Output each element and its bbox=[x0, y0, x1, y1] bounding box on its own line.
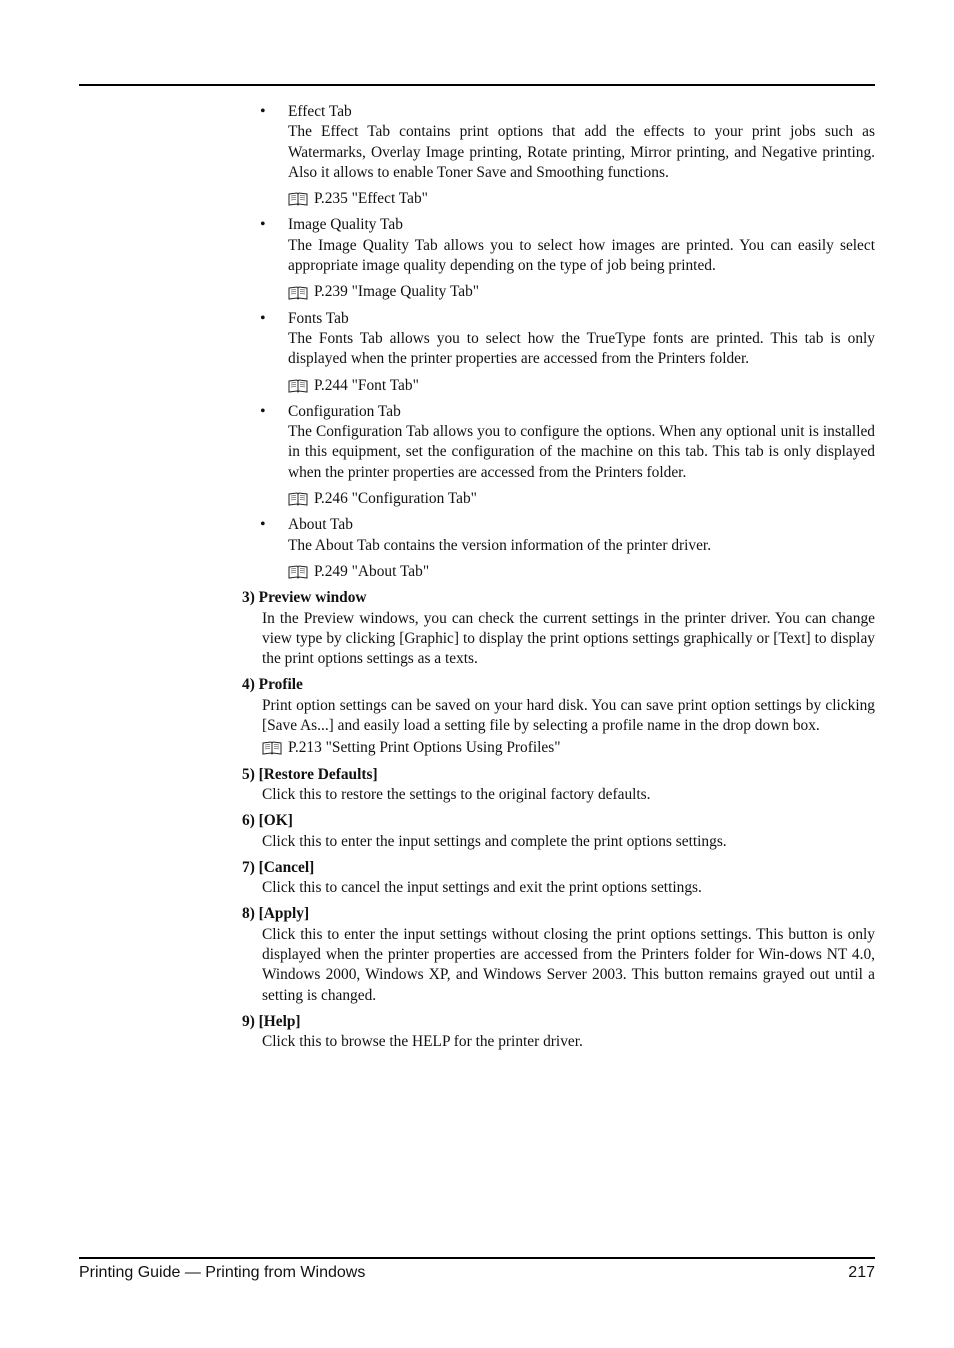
numbered-item-help bbox=[242, 1012, 875, 1053]
item-body: Click this to enter the input settings and complete the print options settings. bbox=[262, 832, 727, 850]
numbered-item-ok bbox=[242, 811, 875, 852]
list-item-effect-tab bbox=[242, 102, 875, 209]
footer-rule bbox=[79, 1257, 875, 1259]
item-body: Click this to cancel the input settings and exit the print options settings. bbox=[262, 879, 702, 897]
reference-link[interactable] bbox=[288, 376, 875, 396]
item-title: Effect Tab bbox=[288, 103, 352, 120]
book-icon bbox=[288, 379, 308, 393]
header-rule bbox=[79, 84, 875, 86]
reference-text: P.239 "Image Quality Tab" bbox=[314, 283, 480, 301]
item-heading: 6) [OK] bbox=[242, 812, 293, 830]
item-title: Fonts Tab bbox=[288, 309, 349, 327]
list-item-about-tab bbox=[242, 515, 875, 582]
reference-text: P.213 "Setting Print Options Using Profiles" bbox=[288, 739, 561, 757]
book-icon bbox=[288, 492, 308, 506]
item-body: The Fonts Tab allows you to select how the TrueType fonts are printed. This tab is only displayed when the printer properties are accessed from the Printers folder. bbox=[288, 329, 875, 368]
list-item-configuration-tab bbox=[242, 402, 875, 509]
list-item-image-quality-tab bbox=[242, 215, 875, 302]
bullet-icon: • bbox=[260, 216, 266, 234]
book-icon bbox=[288, 192, 308, 206]
item-body: The Configuration Tab allows you to configure the options. When any optional unit is installed in this equipment, set the configuration of the machine on this tab. This tab is only displayed when the printer properties are accessed from the Printers folder. bbox=[288, 423, 875, 481]
page-number: 217 bbox=[848, 1264, 875, 1281]
item-heading: 5) [Restore Defaults] bbox=[242, 765, 378, 783]
book-icon bbox=[288, 286, 308, 300]
item-body: In the Preview windows, you can check the current settings in the printer driver. You can change view type by clicking [Graphic] to display the print options settings graphically or [Text] to display the print options settings as a texts. bbox=[262, 609, 875, 668]
item-body: Click this to browse the HELP for the printer driver. bbox=[262, 1033, 583, 1051]
item-heading: 8) [Apply] bbox=[242, 905, 310, 923]
item-body: The Effect Tab contains print options that add the effects to your print jobs such as Watermarks, Overlay Image printing, Rotate printing, Mirror printing, and Negative printing. Also it allows to enable Toner Save and Smoothing functions. bbox=[288, 123, 875, 181]
reference-text: P.249 "About Tab" bbox=[314, 562, 430, 580]
numbered-item-profile bbox=[242, 675, 875, 758]
reference-link[interactable] bbox=[288, 189, 875, 209]
item-heading: 9) [Help] bbox=[242, 1012, 301, 1030]
item-body: Click this to enter the input settings without closing the print options settings. This button is only displayed when the printer properties are accessed from the Printers folder for Win-dows NT 4.0, Windows 2000, Windows XP, and Windows Server 2003. This button remains grayed out until a setting is changed. bbox=[262, 925, 875, 1004]
numbered-item-cancel bbox=[242, 858, 875, 899]
item-body: Click this to restore the settings to the original factory defaults. bbox=[262, 785, 651, 803]
numbered-item-restore-defaults bbox=[242, 765, 875, 806]
numbered-item-preview-window bbox=[242, 588, 875, 669]
bullet-icon: • bbox=[260, 309, 266, 327]
reference-text: P.244 "Font Tab" bbox=[314, 376, 419, 394]
reference-text: P.235 "Effect Tab" bbox=[314, 190, 428, 208]
reference-text: P.246 "Configuration Tab" bbox=[314, 490, 477, 508]
item-body: Print option settings can be saved on your hard disk. You can save print option settings by clicking [Save As...] and easily load a setting file by selecting a profile name in the drop down box. bbox=[262, 696, 875, 735]
reference-link[interactable] bbox=[262, 738, 875, 758]
book-icon bbox=[288, 565, 308, 579]
bullet-icon: • bbox=[260, 516, 266, 534]
item-body: The Image Quality Tab allows you to select how images are printed. You can easily select appropriate image quality depending on the type of job being printed. bbox=[288, 236, 875, 275]
numbered-item-apply bbox=[242, 904, 875, 1005]
item-heading: 4) Profile bbox=[242, 676, 303, 694]
item-body: The About Tab contains the version information of the printer driver. bbox=[288, 536, 712, 554]
item-title: Configuration Tab bbox=[288, 402, 401, 420]
bullet-icon: • bbox=[260, 103, 266, 120]
reference-link[interactable] bbox=[288, 282, 875, 302]
list-item-fonts-tab bbox=[242, 309, 875, 396]
reference-link[interactable] bbox=[288, 489, 875, 509]
item-title: About Tab bbox=[288, 516, 353, 534]
footer-title: Printing Guide — Printing from Windows bbox=[79, 1264, 366, 1281]
item-heading: 7) [Cancel] bbox=[242, 858, 315, 876]
page-content bbox=[242, 102, 875, 1058]
item-title: Image Quality Tab bbox=[288, 216, 403, 234]
book-icon bbox=[262, 741, 282, 755]
item-heading: 3) Preview window bbox=[242, 589, 367, 607]
bullet-icon: • bbox=[260, 402, 266, 420]
reference-link[interactable] bbox=[288, 562, 875, 582]
